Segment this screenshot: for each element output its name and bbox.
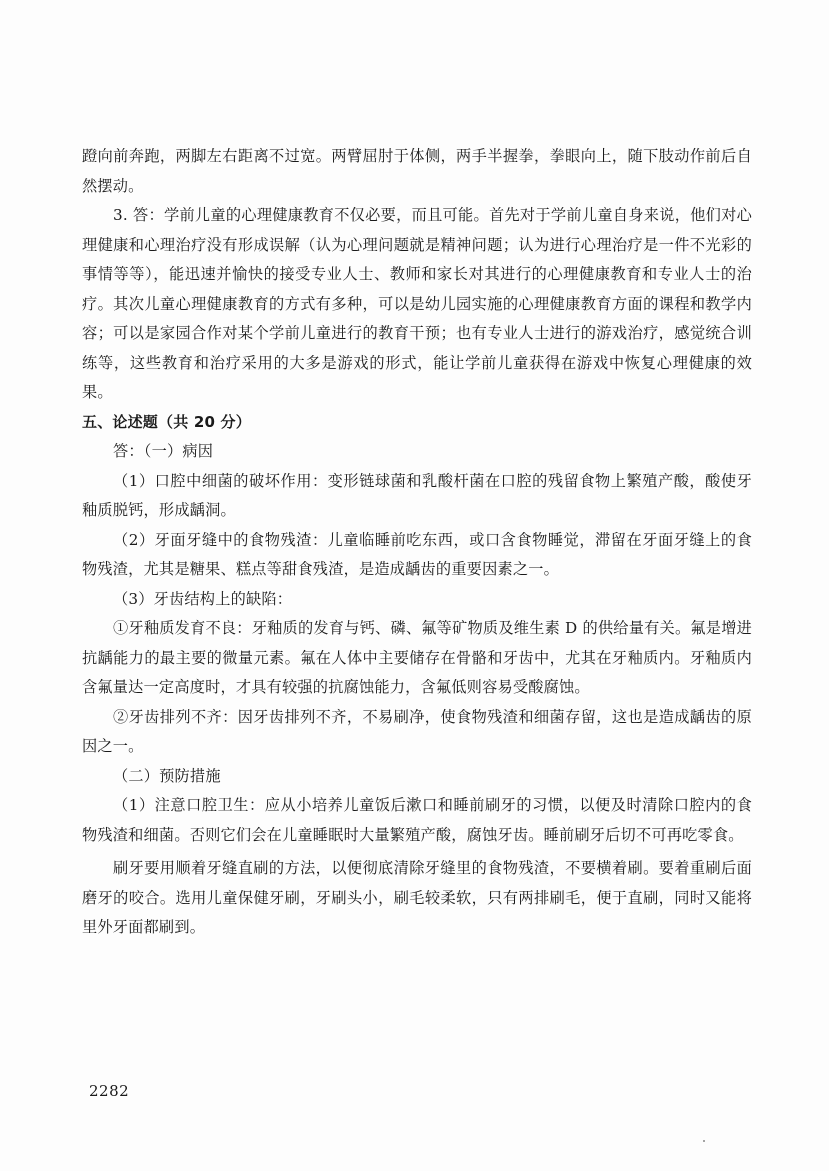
page-number: 2282 bbox=[89, 1082, 130, 1100]
scan-speck bbox=[703, 1140, 705, 1142]
page-content bbox=[82, 142, 752, 943]
paragraph-prevention-1: （1）注意口腔卫生：应从小培养儿童饭后漱口和睡前刷牙的习惯，以便及时清除口腔内的食物残渣和细菌。否则它们会在儿童睡眠时大量繁殖产酸，腐蚀牙齿。睡前刷牙后切不可再吃零食。 bbox=[82, 796, 752, 844]
paragraph-cause-title: 答：（一）病因 bbox=[113, 442, 214, 460]
paragraph-cause-2: （2）牙面牙缝中的食物残渣：儿童临睡前吃东西，或口含食物睡觉，滞留在牙面牙缝上的食物残渣，尤其是糖果、糕点等甜食残渣，是造成龋齿的重要因素之一。 bbox=[82, 530, 752, 578]
paragraph-continued-running: 蹬向前奔跑，两脚左右距离不过宽。两臂屈肘于体侧，两手半握拳，拳眼向上，随下肢动作前后自然摆动。 bbox=[82, 147, 752, 195]
paragraph-answer-3: 3. 答：学前儿童的心理健康教育不仅必要，而且可能。首先对于学前儿童自身来说，他们对心理健康和心理治疗没有形成误解（认为心理问题就是精神问题；认为进行心理治疗是一件不光彩的事情等等），能迅速并愉快的接受专业人士、教师和家长对其进行的心理健康教育和专业人士的治疗。其次儿童心理健康教育的方式有多种，可以是幼儿园实施的心理健康教育方面的课程和教学内容；可以是家园合作对某个学前儿童进行的教育干预；也有专业人士进行的游戏治疗，感觉统合训练等，这些教育和治疗采用的大多是游戏的形式，能让学前儿童获得在游戏中恢复心理健康的效果。 bbox=[82, 206, 752, 401]
paragraph-prevention-title: （二）预防措施 bbox=[113, 766, 221, 785]
paragraph-cause-3-a: ①牙釉质发育不良：牙釉质的发育与钙、磷、氟等矿物质及维生素 D 的供给量有关。氟是增进抗龋能力的最主要的微量元素。氟在人体中主要储存在骨骼和牙齿中，尤其在牙釉质内。牙釉质内含氟量达一定高度时，才具有较强的抗腐蚀能力，含氟低则容易受酸腐蚀。 bbox=[82, 619, 752, 696]
paragraph-cause-3: （3）牙齿结构上的缺陷： bbox=[113, 589, 293, 608]
paragraph-cause-3-b: ②牙齿排列不齐：因牙齿排列不齐，不易刷净，使食物残渣和细菌存留，这也是造成龋齿的原因之一。 bbox=[82, 707, 752, 755]
paragraph-brushing-method: 刷牙要用顺着牙缝直刷的方法，以便彻底清除牙缝里的食物残渣，不要横着刷。要着重刷后面磨牙的咬合。选用儿童保健牙刷，牙刷头小，刷毛较柔软，只有两排刷毛，便于直刷，同时又能将里外牙面都刷到。 bbox=[82, 859, 752, 936]
paragraph-cause-1: （1）口腔中细菌的破坏作用：变形链球菌和乳酸杆菌在口腔的残留食物上繁殖产酸，酸使牙釉质脱钙，形成龋洞。 bbox=[82, 471, 752, 519]
section-heading-essay: 五、论述题（共 20 分） bbox=[82, 412, 251, 431]
